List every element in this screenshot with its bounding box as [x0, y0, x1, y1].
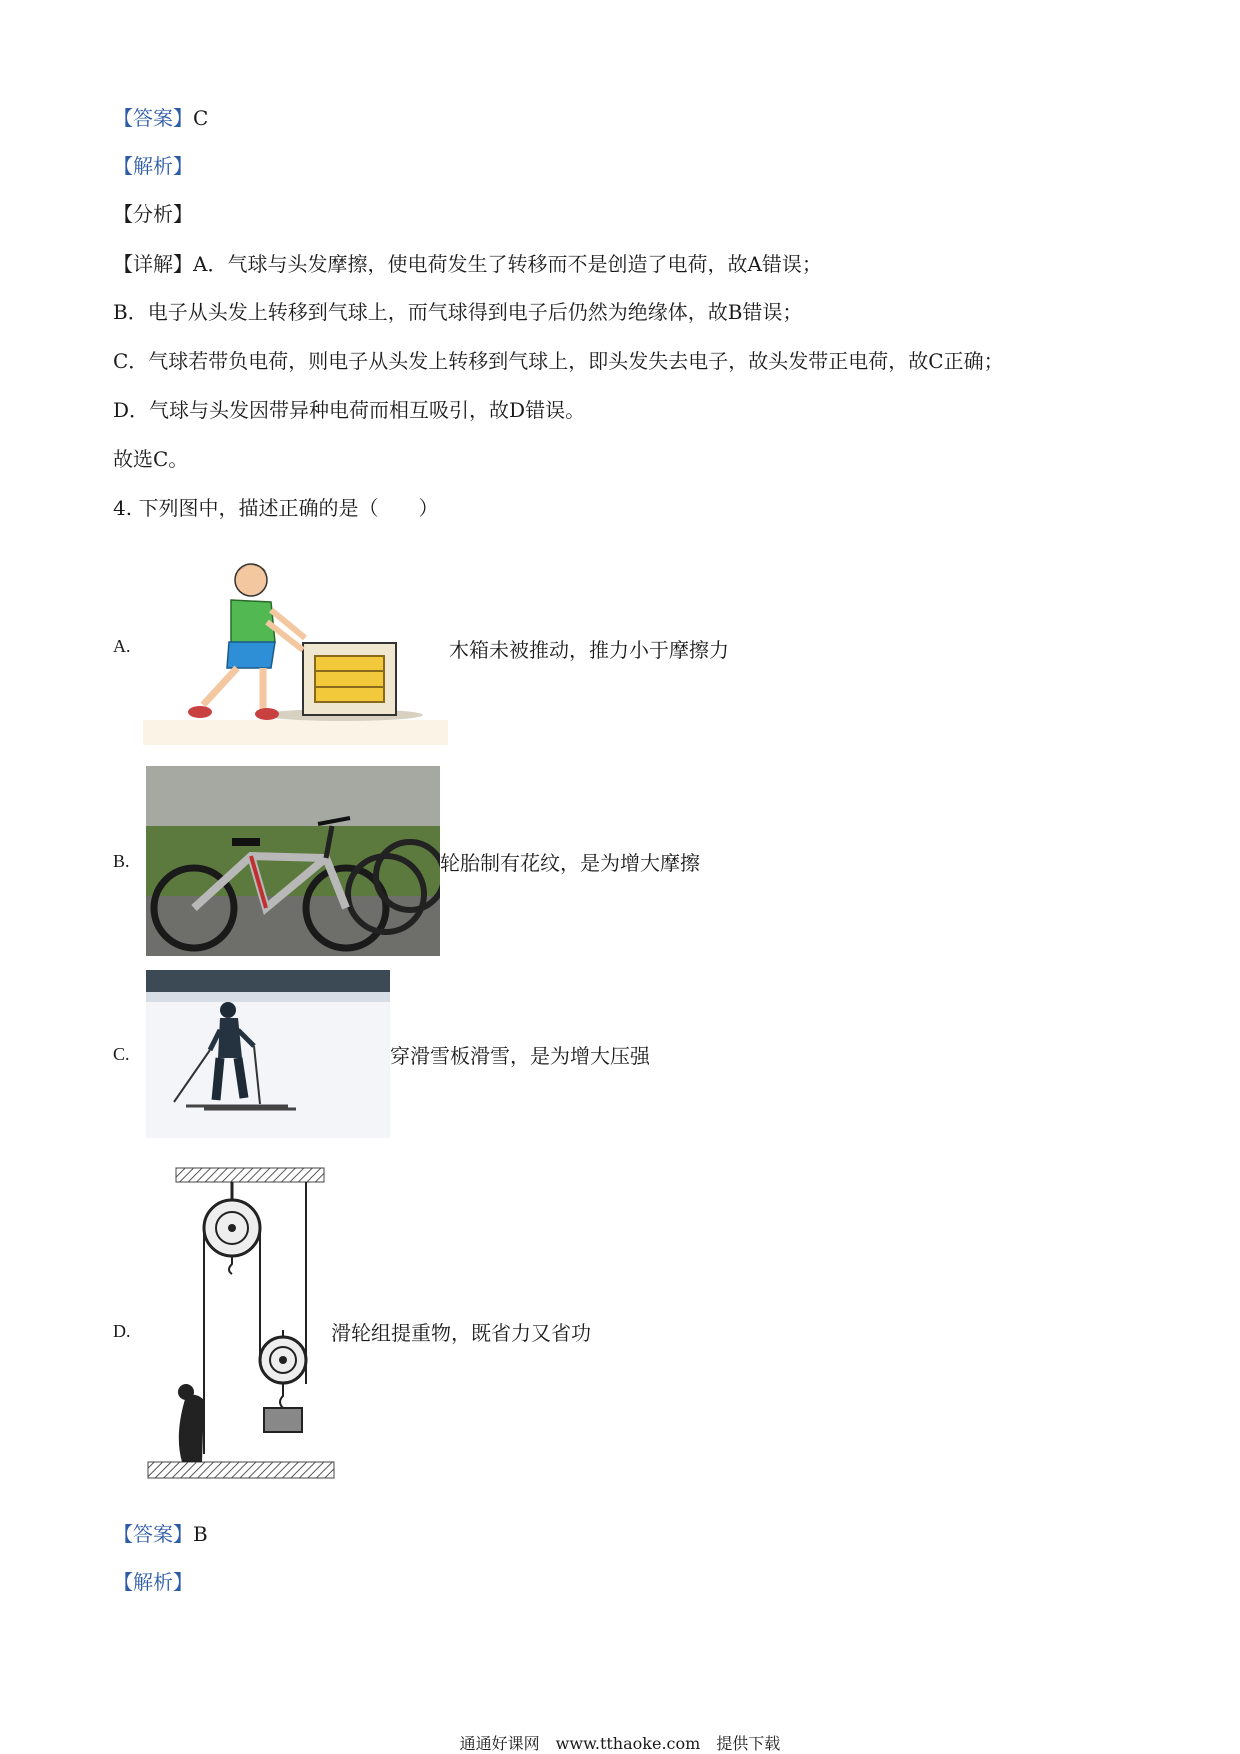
detail-d: D．气球与头发因带异种电荷而相互吸引，故D错误。 [113, 398, 586, 422]
prev-analysis-label: 【解析】 [113, 154, 193, 178]
question-stem: 4. 下列图中，描述正确的是（ ） [113, 496, 439, 520]
option-a-letter: A. [113, 636, 131, 656]
option-c-text: 穿滑雪板滑雪，是为增大压强 [390, 1044, 650, 1068]
detail-conclusion: 故选C。 [113, 447, 189, 471]
option-b-text: 轮胎制有花纹，是为增大摩擦 [440, 851, 700, 875]
detail-b: B．电子从头发上转移到气球上，而气球得到电子后仍然为绝缘体，故B错误； [113, 300, 803, 324]
prev-answer-value: C [193, 106, 209, 130]
option-c-letter: C. [113, 1044, 130, 1064]
detail-a-text: A．气球与头发摩擦，使电荷发生了转移而不是创造了电荷，故A错误； [193, 252, 822, 276]
answer-value: B [193, 1522, 208, 1546]
option-b-letter: B. [113, 851, 130, 871]
bicycles-photo-icon [146, 766, 440, 956]
prev-answer [113, 104, 208, 132]
detail-a [113, 250, 822, 278]
answer [113, 1520, 208, 1548]
pulley-system-icon [146, 1164, 336, 1484]
option-d-letter: D. [113, 1321, 131, 1341]
option-a-text: 木箱未被推动，推力小于摩擦力 [449, 638, 729, 662]
analysis-label: 【解析】 [113, 1570, 193, 1594]
detail-c: C．气球若带负电荷，则电子从头发上转移到气球上，即头发失去电子，故头发带正电荷，故C正确； [113, 349, 1004, 373]
prev-answer-label: 【答案】 [113, 106, 193, 130]
page-footer: 通通好课网 www.tthaoke.com 提供下载 [459, 1734, 781, 1753]
option-d-text: 滑轮组提重物，既省力又省功 [331, 1321, 591, 1345]
prev-fenxi-label: 【分析】 [113, 202, 193, 226]
boy-pushing-box-icon [143, 560, 448, 745]
answer-label: 【答案】 [113, 1522, 193, 1546]
skier-photo-icon [146, 970, 390, 1138]
detail-label: 【详解】 [113, 252, 193, 276]
